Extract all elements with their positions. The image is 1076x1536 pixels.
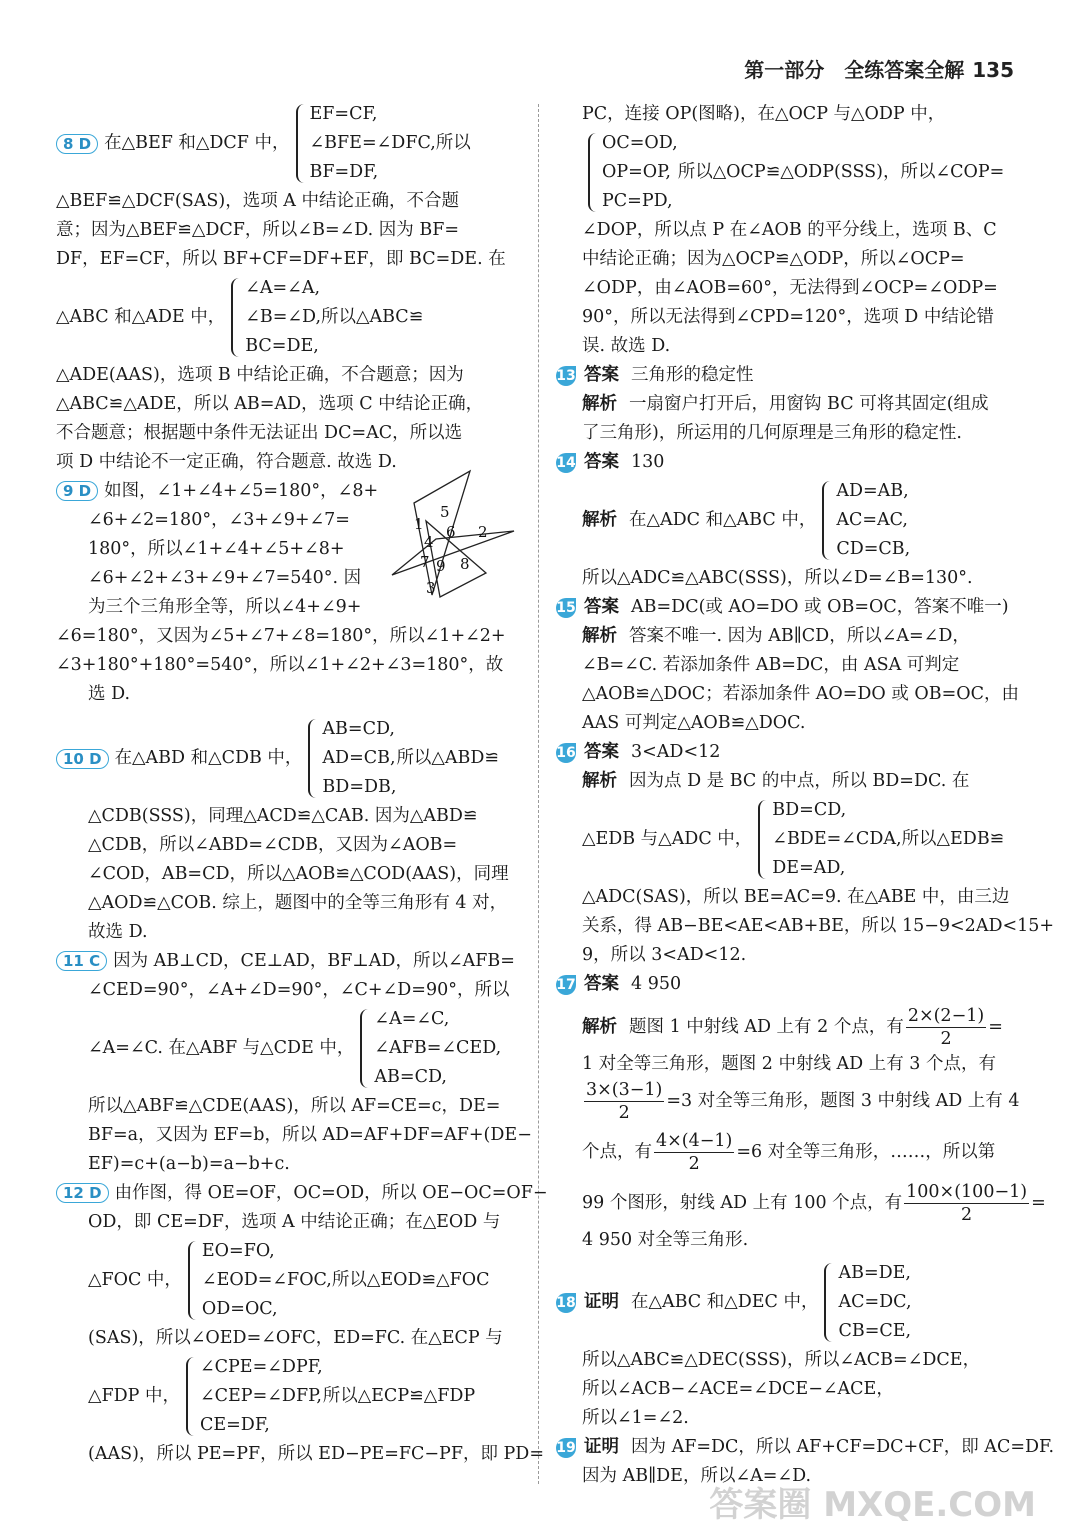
text-span: 所以△OCP≌△ODP(SSS)，所以∠COP=	[677, 162, 1005, 182]
text-line: AAS 可判定△AOB≌△DOC.	[582, 713, 806, 733]
q15-number: 15	[556, 600, 576, 616]
sys-row: BD=DB,	[322, 777, 397, 797]
sys-row: OP=OP,	[602, 162, 671, 182]
sys-row: AB=CD,	[374, 1067, 447, 1087]
fig-label: 7	[420, 553, 430, 571]
text-span: 答案不唯一. 因为 AB∥CD，所以∠A=∠D，	[629, 626, 970, 646]
answer-tag: 答案	[584, 742, 619, 762]
brace-icon	[188, 1241, 198, 1320]
brace-icon	[824, 1263, 834, 1342]
q9-block	[56, 477, 524, 622]
sys-row: BD=CD,	[772, 800, 847, 820]
sys-row: ∠AFB=∠CED,	[374, 1038, 502, 1058]
q8-system	[310, 100, 436, 187]
numerator: 4×(4−1)	[656, 1131, 733, 1151]
right-column	[556, 100, 1055, 1491]
text-line: 所以∠ACB−∠ACE=∠DCE−∠ACE，	[582, 1379, 894, 1399]
sys-row: AB=CD,	[322, 719, 395, 739]
q8-post: 所以	[435, 133, 471, 153]
text-line: 所以△ABF≌△CDE(AAS)，所以 AF=CE=c，DE=	[88, 1096, 501, 1116]
numerator: 3×(3−1)	[586, 1080, 663, 1100]
answer-tag: 答案	[584, 597, 619, 617]
header-title: 第一部分 全练答案全解	[744, 58, 965, 82]
q8-system-2	[56, 274, 524, 361]
brace-icon	[360, 1009, 370, 1088]
text-line: △ADE(AAS)，选项 B 中结论正确，不合题意；因为	[56, 365, 464, 385]
text-line: ∠DOP，所以点 P 在∠AOB 的平分线上，选项 B、C	[582, 220, 997, 240]
text-span: 所以△EDB≌	[901, 829, 1005, 849]
q12-system-2	[56, 1353, 524, 1440]
q13-number: 13	[556, 368, 576, 384]
text-span: =6 对全等三角形，……，所以第	[736, 1142, 996, 1162]
fig-label: 2	[478, 523, 488, 541]
q8-badge: 8 D	[56, 134, 98, 154]
text-line: ∠COD，AB=CD，所以△AOB≌△COD(AAS)，同理	[88, 864, 509, 884]
text-span: △FOC 中，	[88, 1270, 182, 1290]
sys-rows	[245, 274, 321, 361]
text-span: △EDB 与△ADC 中，	[582, 829, 753, 849]
text-line: (AAS)，所以 PE=PF，所以 ED−PE=FC−PF，即 PD=	[88, 1444, 544, 1464]
text-line: 中结论正确；因为△OCP≌△ODP，所以∠OCP=	[582, 249, 965, 269]
text-line: BF=a，又因为 EF=b，所以 AD=AF+DF=AF+(DE−	[88, 1125, 532, 1145]
sys-row: CE=DF,	[199, 1415, 270, 1435]
text-line: 1 对全等三角形，题图 2 中射线 AD 上有 3 个点，有	[582, 1054, 997, 1074]
q8-pre: 在△BEF 和△DCF 中，	[104, 133, 290, 153]
text-span: 99 个图形，射线 AD 上有 100 个点，有	[582, 1193, 903, 1213]
text-span: 因为 AF=DC，所以 AF+CF=DC+CF，即 AC=DF.	[631, 1437, 1055, 1457]
text-line: △AOB≌△DOC；若添加条件 AO=DO 或 OB=OC，由	[582, 684, 1020, 704]
answer-text: 4 950	[631, 974, 682, 994]
q16-number: 16	[556, 745, 576, 761]
fig-label: 4	[424, 533, 434, 551]
text-line: 关系，得 AB−BE<AE<AB+BE，所以 15−9<2AD<15+	[582, 916, 1055, 936]
sys-row: ∠CEP=∠DFP,	[199, 1386, 322, 1406]
text-line: △CDB，所以∠ABD=∠CDB，又因为∠AOB=	[88, 835, 458, 855]
text-line: 90°，所以无法得到∠CPD=120°，选项 D 中结论错	[582, 307, 994, 327]
sys-row: AD=CB,	[322, 748, 396, 768]
answer-text: 三角形的稳定性	[631, 365, 754, 385]
explanation-tag: 解析	[582, 510, 617, 530]
text-span: 因为点 D 是 BC 的中点，所以 BD=DC. 在	[629, 771, 970, 791]
text-span: ∠A=∠C. 在△ABF 与△CDE 中，	[88, 1038, 355, 1058]
text-span: 所以△EOD≌△FOC	[331, 1270, 490, 1290]
denominator: 2	[940, 1029, 952, 1049]
q14-system	[556, 477, 1018, 564]
text-line: 4 950 对全等三角形.	[582, 1230, 749, 1250]
sys-row: BC=DE,	[245, 336, 319, 356]
fraction	[906, 1005, 986, 1050]
brace-icon	[308, 719, 318, 798]
answer-text: 3<AD<12	[631, 742, 721, 762]
sys-rows	[200, 1353, 323, 1440]
text-line: 因为 AB∥DE，所以∠A=∠D.	[582, 1466, 812, 1486]
sys-rows	[374, 1005, 501, 1092]
fig-label: 5	[440, 503, 450, 521]
text-line: 误. 故选 D.	[582, 336, 671, 356]
fig-label: 3	[426, 579, 436, 597]
text-line: ∠B=∠C. 若添加条件 AB=DC，由 ASA 可判定	[582, 655, 960, 675]
sys-row: CD=CB,	[836, 539, 911, 559]
text-line: 项 D 中结论不一定正确，符合题意. 故选 D.	[56, 452, 397, 472]
sys-row: AB=DE,	[838, 1263, 911, 1283]
q18-head	[556, 1259, 1018, 1346]
text-span: 所以△ECP≌△FDP	[322, 1386, 476, 1406]
text-line: 180°，所以∠1+∠4+∠5+∠8+	[88, 539, 345, 559]
brace-icon	[231, 278, 241, 357]
text-span: =3 对全等三角形，题图 3 中射线 AD 上有 4	[666, 1091, 1020, 1111]
sys-rows	[202, 1237, 332, 1324]
sys-row: PC=PD,	[602, 191, 673, 211]
q18-number: 18	[556, 1294, 576, 1311]
page-header	[744, 54, 1014, 83]
text-line: 故选 D.	[88, 922, 148, 942]
sys-row: ∠B=∠D,	[245, 307, 322, 327]
q16-system	[556, 796, 1018, 883]
sys-rows	[836, 477, 910, 564]
sys-row: ∠BDE=∠CDA,	[772, 829, 902, 849]
q17-number: 17	[556, 977, 576, 993]
page-number: 135	[972, 58, 1014, 82]
sys-row: AC=AC,	[836, 510, 908, 530]
denominator: 2	[618, 1103, 630, 1123]
numerator: 2×(2−1)	[907, 1006, 985, 1026]
text-span: 因为 AB⊥CD，CE⊥AD，BF⊥AD，所以∠AFB=	[113, 951, 515, 971]
fig-label: 6	[446, 523, 456, 541]
text-line: 意；因为△BEF≌△DCF，所以∠B=∠D. 因为 BF=	[56, 220, 460, 240]
fraction	[904, 1181, 1029, 1226]
text-span: 在△ABC 和△DEC 中，	[631, 1292, 819, 1312]
sys-row: AC=DC,	[838, 1292, 912, 1312]
text-span: △FDP 中，	[88, 1386, 180, 1406]
watermark-logo: 答案圈 MXQE.COM	[709, 1485, 1036, 1525]
sys-row: OC=OD,	[602, 133, 678, 153]
q11-badge: 11 C	[56, 951, 107, 971]
text-line: PC，连接 OP(图略)，在△OCP 与△ODP 中，	[582, 104, 946, 124]
text-line: ∠6+∠2+∠3+∠9+∠7=540°. 因	[88, 568, 362, 588]
text-line: △CDB(SSS)，同理△ACD≌△CAB. 因为△ABD≌	[88, 806, 478, 826]
text-line: ∠6+∠2=180°，∠3+∠9+∠7=	[88, 510, 350, 530]
sys-row: OD=OC,	[201, 1299, 278, 1319]
sys-row: CB=CE,	[838, 1321, 912, 1341]
sys-row: ∠A=∠C,	[374, 1009, 450, 1029]
denominator: 2	[961, 1205, 973, 1225]
text-line: ∠3+180°+180°=540°，所以∠1+∠2+∠3=180°，故	[56, 655, 504, 675]
q10-badge: 10 D	[56, 749, 109, 769]
denominator: 2	[688, 1154, 700, 1174]
sys-row: DE=AD,	[772, 858, 846, 878]
sys-row: ∠BFE=∠DFC,	[309, 133, 436, 153]
text-span: 个点，有	[582, 1142, 652, 1162]
brace-icon	[822, 481, 832, 560]
left-column	[56, 100, 548, 1469]
text-line: △AOD≌△COB. 综上，题图中的全等三角形有 4 对，	[88, 893, 508, 913]
text-line: (SAS)，所以∠OED=∠OFC，ED=FC. 在△ECP 与	[88, 1328, 503, 1348]
numerator: 100×(100−1)	[906, 1182, 1028, 1202]
text-line: △BEF≌△DCF(SAS)，选项 A 中结论正确，不合题	[56, 191, 459, 211]
text-span: =	[1031, 1193, 1046, 1213]
text-span: 所以△ABD≌	[396, 748, 500, 768]
text-line: △ADC(SAS)，所以 BE=AC=9. 在△ABE 中，由三边	[582, 887, 1010, 907]
sys-rows	[772, 796, 901, 883]
q10-head	[56, 715, 524, 802]
explanation-tag: 解析	[582, 771, 617, 791]
text-span: 在△ADC 和△ABC 中，	[629, 510, 817, 530]
text-line: ∠ODP，由∠AOB=60°，无法得到∠OCP=∠ODP=	[582, 278, 998, 298]
fraction	[584, 1079, 664, 1124]
proof-tag: 证明	[584, 1292, 619, 1312]
text-line: DF，EF=CF，所以 BF+CF=DF+EF，即 BC=DE. 在	[56, 249, 506, 269]
fig-label: 1	[414, 515, 424, 533]
text-span: 在△ABD 和△CDB 中，	[114, 748, 303, 768]
text-span: △ABC 和△ADE 中，	[56, 307, 226, 327]
q9-figure	[374, 469, 526, 605]
text-line: 所以△ADC≌△ABC(SSS)，所以∠D=∠B=130°.	[582, 568, 973, 588]
text-line: ∠CED=90°，∠A+∠D=90°，∠C+∠D=90°，所以	[88, 980, 510, 1000]
q12-system-1	[56, 1237, 524, 1324]
fig-label: 8	[460, 555, 470, 573]
q12b-system	[556, 129, 1018, 216]
brace-icon	[186, 1357, 196, 1436]
sys-row: EO=FO,	[201, 1241, 275, 1261]
text-span: 由作图，得 OE=OF，OC=OD，所以 OE−OC=OF−	[114, 1183, 548, 1203]
answer-tag: 答案	[584, 974, 619, 994]
text-line: EF)=c+(a−b)=a−b+c.	[88, 1154, 290, 1174]
text-line: 不合题意；根据题中条件无法证出 DC=AC，所以选	[56, 423, 463, 443]
brace-icon	[588, 133, 598, 212]
q9-badge: 9 D	[56, 481, 98, 501]
text-line: ∠6=180°，又因为∠5+∠7+∠8=180°，所以∠1+∠2+	[56, 626, 506, 646]
explanation-tag: 解析	[582, 394, 617, 414]
sys-rows	[602, 129, 678, 216]
sys-row: ∠CPE=∠DPF,	[199, 1357, 323, 1377]
q11-system	[56, 1005, 524, 1092]
q8-head	[56, 100, 524, 187]
sys-row: ∠EOD=∠FOC,	[201, 1270, 332, 1290]
answer-tag: 答案	[584, 365, 619, 385]
text-span: 一扇窗户打开后，用窗钩 BC 可将其固定(组成	[629, 394, 989, 414]
fig-label: 9	[436, 557, 446, 575]
text-line: 选 D.	[88, 684, 131, 704]
text-span: 所以△ABC≌	[321, 307, 424, 327]
text-line: 所以∠1=∠2.	[582, 1408, 689, 1428]
text-line: 为三个三角形全等，所以∠4+∠9+	[88, 597, 362, 617]
text-span: 如图，∠1+∠4+∠5=180°，∠8+	[104, 481, 379, 501]
fraction	[654, 1130, 734, 1175]
explanation-tag: 解析	[582, 1017, 617, 1037]
sys-row: BF=DF,	[309, 162, 379, 182]
column-divider	[538, 104, 539, 1484]
fig-triangle	[414, 471, 470, 595]
q12-badge: 12 D	[56, 1183, 109, 1203]
explanation-tag: 解析	[582, 626, 617, 646]
text-line: 了三角形)，所运用的几何原理是三角形的稳定性.	[582, 423, 962, 443]
sys-rows	[322, 715, 396, 802]
text-span: =	[988, 1017, 1003, 1037]
q19-number: 19	[556, 1440, 576, 1456]
brace-icon	[296, 104, 306, 183]
sys-row: ∠A=∠A,	[245, 278, 321, 298]
sys-row: EF=CF,	[309, 104, 378, 124]
sys-rows	[838, 1259, 911, 1346]
answer-text: 130	[631, 452, 665, 472]
answer-text: AB=DC(或 AO=DO 或 OB=OC，答案不唯一)	[631, 597, 1009, 617]
text-line: 所以△ABC≌△DEC(SSS)，所以∠ACB=∠DCE，	[582, 1350, 981, 1370]
text-line: OD，即 CE=DF，选项 A 中结论正确；在△EOD 与	[88, 1212, 501, 1232]
sys-row: AD=AB,	[836, 481, 909, 501]
q14-number: 14	[556, 455, 576, 471]
text-line: 9，所以 3<AD<12.	[582, 945, 747, 965]
text-line: △ABC≌△ADE，所以 AB=AD，选项 C 中结论正确，	[56, 394, 484, 414]
proof-tag: 证明	[584, 1437, 619, 1457]
answer-tag: 答案	[584, 452, 619, 472]
text-span: 题图 1 中射线 AD 上有 2 个点，有	[629, 1017, 904, 1037]
brace-icon	[758, 800, 768, 879]
